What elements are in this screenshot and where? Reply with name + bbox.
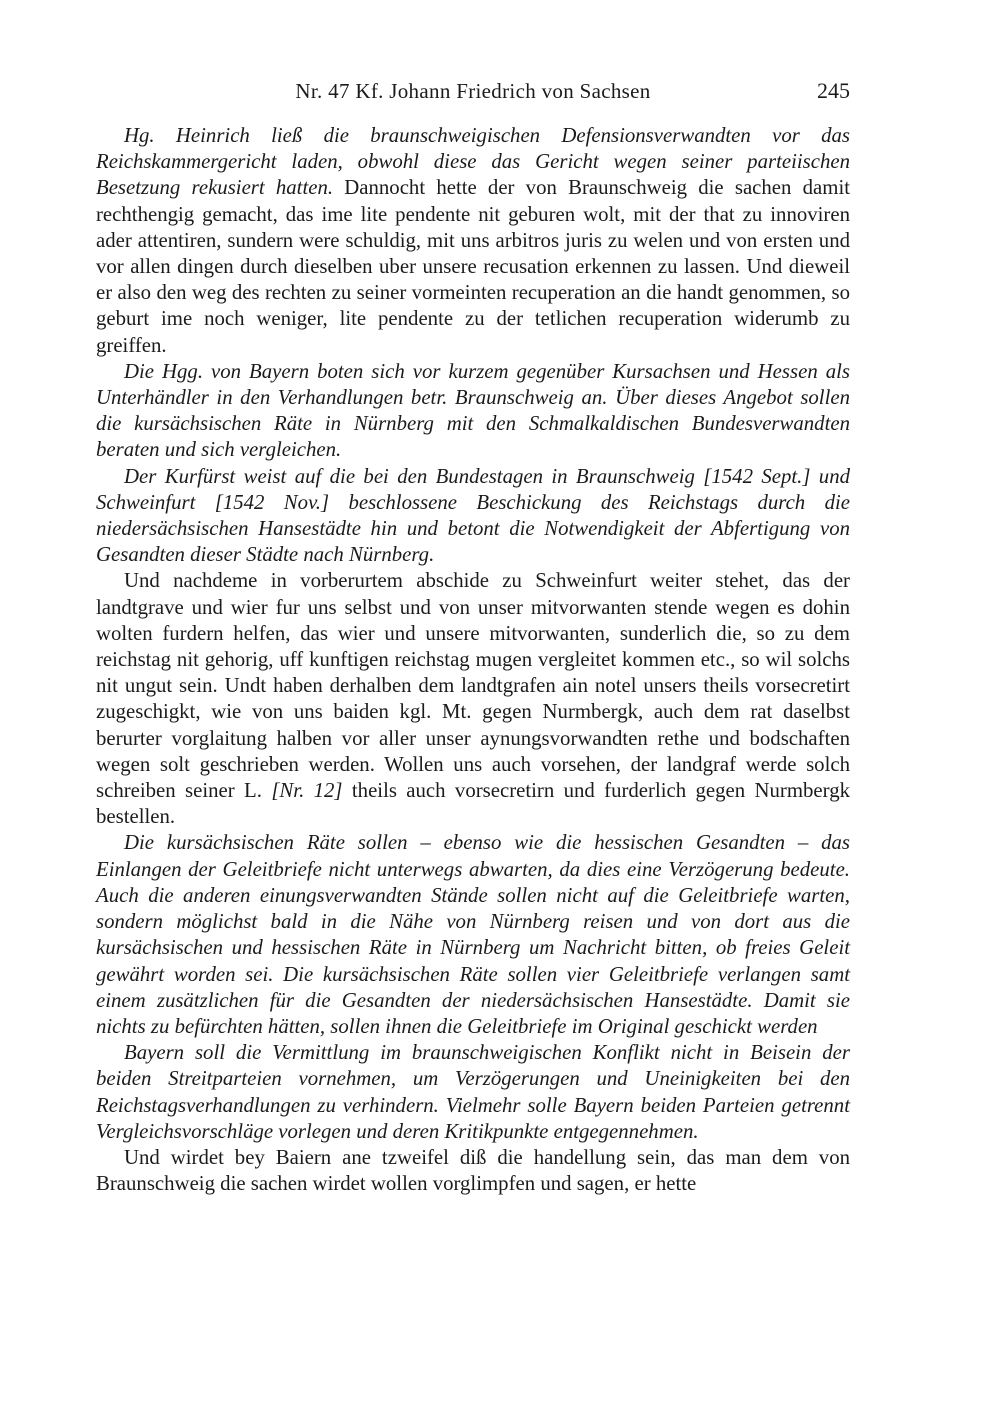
paragraph-text: Bayern soll die Vermittlung im braunschweigischen Konflikt nicht in Beisein der beiden Streitparteien vornehmen, um Verzögerungen und Uneinigkeiten bei den Reichstagsverhandlungen zu verhindern. Vielmehr solle Bayern beiden Parteien getrennt Vergleichsvorschläge vorlegen und deren Kritikpunkte entgegennehmen. xyxy=(96,1041,850,1143)
paragraph-text: Hg. Heinrich ließ die braunschweigischen Defensionsverwandten vor das Reichskammergericht laden, obwohl diese das Gericht wegen seiner parteiischen Besetzung rekusiert hatten. xyxy=(96,124,850,200)
paragraph-source-schweinfurt xyxy=(96,568,850,830)
page-number: 245 xyxy=(817,78,850,103)
paragraph-summary-heinrich xyxy=(96,123,850,359)
paragraph-text: Die kursächsischen Räte sollen – ebenso wie die hessischen Gesandten – das Einlangen der Geleitbriefe nicht unterwegs abwarten, da dies eine Verzögerung bedeute. Auch die anderen einungsverwandten Stände sollen nicht auf die Geleitbriefe warten, sondern möglichst bald in die Nähe von Nürnberg reisen und von dort aus die kursächsischen und hessischen Räte in Nürnberg um Nachricht bitten, ob freies Geleit gewährt worden sei. Die kursächsischen Räte sollen vier Geleitbriefe verlangen samt einem zusätzlichen für die Gesandten der niedersächsischen Hansestädte. Damit sie nichts zu befürchten hätten, sollen ihnen die Geleitbriefe im Original geschickt werden xyxy=(96,831,850,1038)
paragraph-text: Der Kurfürst weist auf die bei den Bundestagen in Braunschweig [1542 Sept.] und Schweinfurt [1542 Nov.] beschlossene Beschickung des Reichstags durch die niedersächsischen Hansestädte hin und betont die Notwendigkeit der Abfertigung von Gesandten dieser Städte nach Nürnberg. xyxy=(96,464,850,567)
running-header xyxy=(96,79,850,106)
paragraph-text: Die Hgg. von Bayern boten sich vor kurzem gegenüber Kursachsen und Hessen als Unterhändler in den Verhandlungen betr. Braunschweig an. Über dieses Angebot sollen die kursächsischen Räte in Nürnberg mit den Schmalkaldischen Bundesverwandten beraten und sich vergleichen. xyxy=(96,359,850,462)
paragraph-text: Dannocht hette der von Braunschweig die sachen damit rechthengig gemacht, das ime lite pendente nit geburen wolt, mit der that zu innoviren ader attentiren, sundern were schuldig, mit uns arbitros juris zu welen und von ersten und vor allen dingen durch dieselben uber unsere recusation erkennen zu lassen. Und dieweil er also den weg des rechten zu seiner vormeinten recuperation an die handt genommen, so geburt ime noch weniger, lite pendente zu der tetlichen recuperation widerumb zu greiffen. xyxy=(96,176,850,357)
paragraph-summary-kurfuerst xyxy=(96,464,850,569)
paragraph-summary-vermittlung xyxy=(96,1040,850,1145)
paragraph-reference: [Nr. 12] xyxy=(271,779,343,803)
text-body xyxy=(96,123,850,1197)
paragraph-summary-geleitbriefe xyxy=(96,830,850,1040)
running-header-title: Nr. 47 Kf. Johann Friedrich von Sachsen xyxy=(295,79,651,103)
paragraph-summary-bayern-offer xyxy=(96,359,850,464)
paragraph-text: Und wirdet bey Baiern ane tzweifel diß die handellung sein, das man dem von Braunschweig die sachen wirdet wollen vorglimpfen und sagen, er hette xyxy=(96,1145,850,1196)
paragraph-text: theils auch vorsecretirn und furderlich gegen Nurmbergk bestellen. xyxy=(96,779,851,829)
paragraph-text: Und nachdeme in vorberurtem abschide zu Schweinfurt weiter stehet, das der landtgrave und wier fur uns selbst und von unser mitvorwanten stende wegen es dohin wolten furdern helfen, das wier und unsere mitvorwanten, sunderlich die, so zu dem reichstag nit gehorig, uff kunftigen reichstag mugen vergleitet kommen etc., so wil solchs nit ungut sein. Undt haben derhalben dem landtgrafen ain notel unsers theils vorsecretirt zugeschigkt, wie von uns baiden kgl. Mt. gegen Nurmbergk, auch dem rat daselbst berurter vorglaitung halben vor aller unser aynungsvorwandten rethe und bodschaften wegen solt geschrieben werden. Wollen uns auch vorsehen, der landgraf werde solch schreiben seiner L. xyxy=(96,569,850,803)
paragraph-source-baiern xyxy=(96,1145,850,1197)
